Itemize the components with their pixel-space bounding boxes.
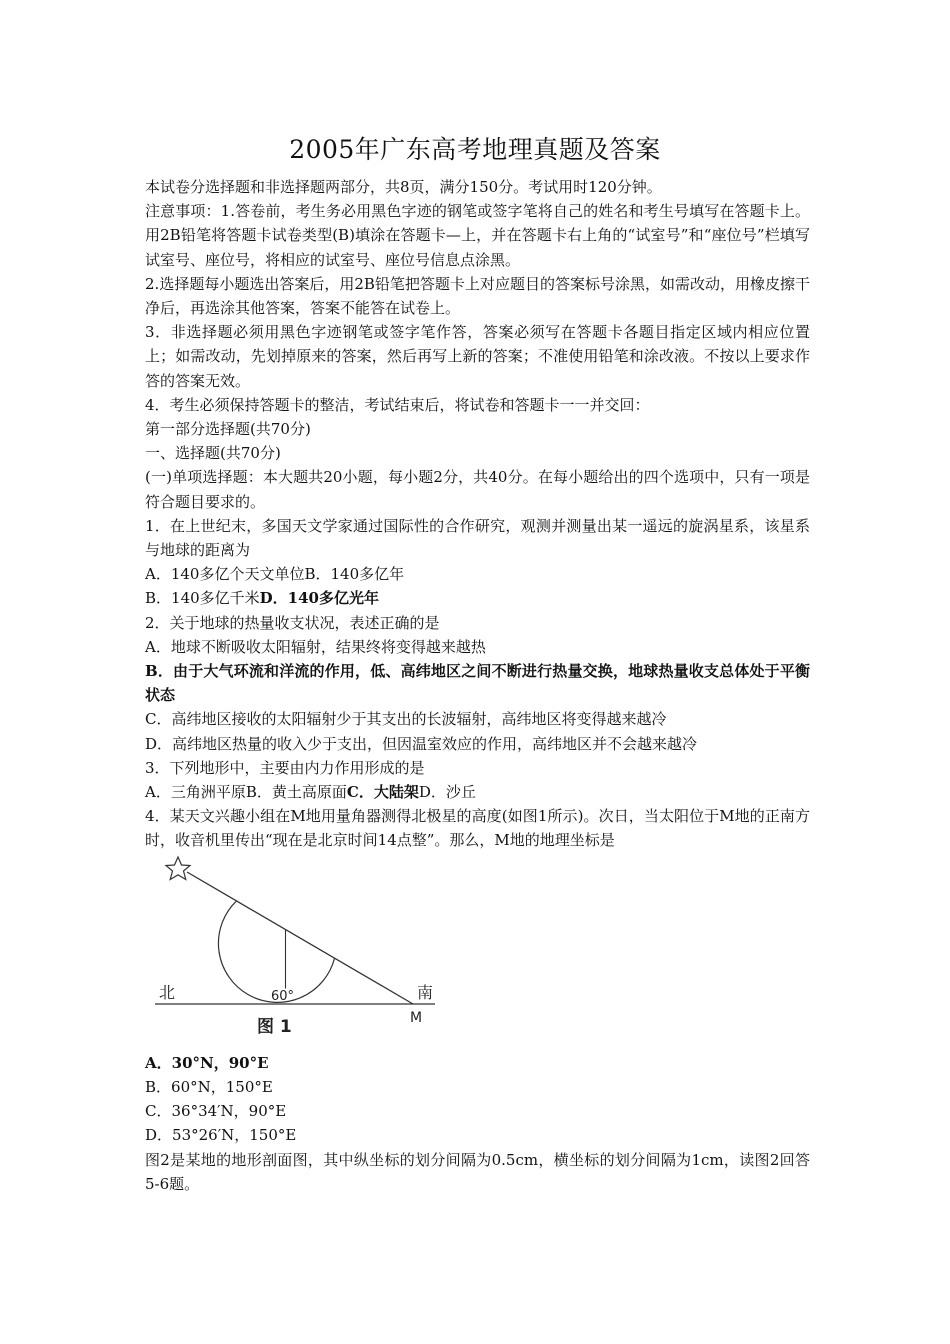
question-1-answer: D．140多亿光年 <box>259 589 379 608</box>
point-m-label: M <box>410 1009 423 1026</box>
question-4-option-d: D．53°26′N，150°E <box>145 1126 297 1145</box>
polaris-star-icon <box>166 857 190 880</box>
question-3-option-a: A．三角洲平原 <box>145 783 246 802</box>
document-body <box>145 175 810 1196</box>
question-4-answer: A．30°N，90°E <box>145 1053 269 1072</box>
question-4-option-b: B．60°N，150°E <box>145 1077 273 1096</box>
question-3-options <box>145 780 810 804</box>
notes-item-4: 4．考生必须保持答题卡的整洁，考试结束后，将试卷和答题卡一一并交回： <box>145 395 650 414</box>
question-2-option-a: A．地球不断吸收太阳辐射，结果终将变得越来越热 <box>145 637 486 656</box>
page-title: 2005年广东高考地理真题及答案 <box>289 135 661 164</box>
angle-label: 60° <box>271 988 295 1004</box>
question-1-option-c: B．140多亿千米 <box>145 589 260 608</box>
section-heading: 一、选择题(共70分) <box>145 444 281 463</box>
question-2-stem: 2．关于地球的热量收支状况，表述正确的是 <box>145 613 440 632</box>
north-label: 北 <box>159 982 176 1002</box>
question-2-option-c: C．高纬地区接收的太阳辐射少于其支出的长波辐射，高纬地区将变得越来越冷 <box>145 710 667 729</box>
figure-1 <box>145 855 445 1045</box>
part-heading: 第一部分选择题(共70分) <box>145 420 311 439</box>
south-label: 南 <box>417 982 434 1002</box>
question-3-option-b: B．黄土高原面 <box>245 783 347 802</box>
question-3-answer: C．大陆架 <box>346 783 419 802</box>
sight-line <box>187 872 413 1004</box>
notes-item-1: 注意事项：1.答卷前，考生务必用黑色字迹的钢笔或签字笔将自己的姓名和考生号填写在答题卡上。用2B铅笔将答题卡试卷类型(B)填涂在答题卡—上，并在答题卡右上角的“试室号”和“座位号”栏填写试室号、座位号，将相应的试室号、座位号信息点涂黑。 <box>145 202 810 269</box>
question-2-answer: B．由于大气环流和洋流的作用，低、高纬地区之间不断进行热量交换，地球热量收支总体处于平衡状态 <box>145 662 810 705</box>
question-3-stem: 3．下列地形中，主要由内力作用形成的是 <box>145 758 425 777</box>
figure-1-diagram <box>145 855 445 1045</box>
notes-item-2: 2.选择题每小题选出答案后，用2B铅笔把答题卡上对应题目的答案标号涂黑，如需改动，用橡皮擦干净后，再选涂其他答案，答案不能答在试卷上。 <box>145 274 810 318</box>
question-3-option-d: D．沙丘 <box>418 783 476 802</box>
question-1-options-line1: A．140多亿个天文单位B．140多亿年 <box>145 565 405 584</box>
intro-text: 本试卷分选择题和非选择题两部分，共8页，满分150分。考试用时120分钟。 <box>145 178 662 196</box>
question-4-option-c: C．36°34′N，90°E <box>145 1102 287 1121</box>
question-1-options-line2 <box>145 586 810 610</box>
figure-1-caption: 图 1 <box>257 1016 292 1037</box>
question-2-option-d: D．高纬地区热量的收入少于支出，但因温室效应的作用，高纬地区并不会越来越冷 <box>145 734 698 753</box>
notes-item-3: 3．非选择题必须用黑色字迹钢笔或签字笔作答，答案必须写在答题卡各题目指定区域内相应位置上；如需改动，先划掉原来的答案，然后再写上新的答案；不准使用铅笔和涂改液。不按以上要求作答的答案无效。 <box>145 323 810 390</box>
question-1-stem: 1．在上世纪末，多国天文学家通过国际性的合作研究，观测并测量出某一遥远的旋涡星系，该星系与地球的距离为 <box>145 516 810 560</box>
section-instructions: (一)单项选择题：本大题共20小题，每小题2分，共40分。在每小题给出的四个选项中，只有一项是符合题目要求的。 <box>145 468 810 511</box>
question-4-stem: 4．某天文兴趣小组在M地用量角器测得北极星的高度(如图1所示)。次日，当太阳位于M地的正南方时，收音机里传出“现在是北京时间14点整”。那么，M地的地理坐标是 <box>145 807 810 850</box>
figure-2-intro: 图2是某地的地形剖面图，其中纵坐标的划分间隔为0.5cm，横坐标的划分间隔为1cm，读图2回答5-6题。 <box>145 1150 810 1193</box>
